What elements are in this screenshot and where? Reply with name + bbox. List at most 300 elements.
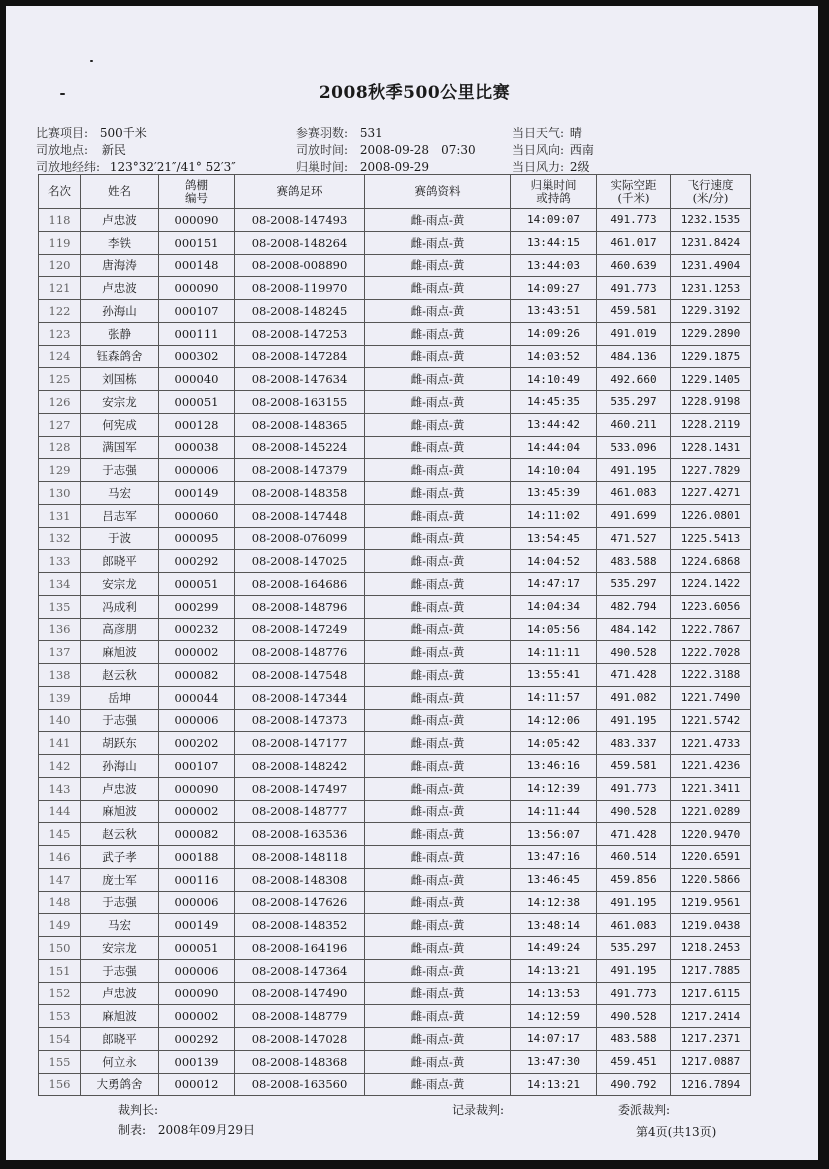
table-row <box>39 686 751 709</box>
distance-cell: 535.297 <box>597 573 671 596</box>
loft-no-cell: 000044 <box>159 686 235 709</box>
ring-cell: 08-2008-148796 <box>235 595 365 618</box>
table-row <box>39 1050 751 1073</box>
distance-cell: 483.337 <box>597 732 671 755</box>
return-time-cell: 14:05:56 <box>511 618 597 641</box>
speed-cell: 1229.3192 <box>671 300 751 323</box>
name-cell: 满国军 <box>81 436 159 459</box>
loft-no-cell: 000107 <box>159 300 235 323</box>
rank-cell: 152 <box>39 982 81 1005</box>
entries <box>296 124 383 141</box>
name-cell: 卢忠波 <box>81 777 159 800</box>
speed-cell: 1218.2453 <box>671 937 751 960</box>
ring-cell: 08-2008-147490 <box>235 982 365 1005</box>
rank-cell: 147 <box>39 868 81 891</box>
rank-cell: 119 <box>39 231 81 254</box>
name-cell: 于志强 <box>81 459 159 482</box>
distance-cell: 491.195 <box>597 891 671 914</box>
rank-cell: 123 <box>39 322 81 345</box>
loft-no-cell: 000006 <box>159 459 235 482</box>
loft-no-cell: 000090 <box>159 777 235 800</box>
return-time-cell: 14:12:06 <box>511 709 597 732</box>
speed-cell: 1221.4236 <box>671 755 751 778</box>
rank-cell: 137 <box>39 641 81 664</box>
loft-no-cell: 000292 <box>159 1028 235 1051</box>
rank-cell: 126 <box>39 391 81 414</box>
rank-cell: 150 <box>39 937 81 960</box>
table-row <box>39 755 751 778</box>
pigeon-info-cell: 雌-雨点-黄 <box>365 777 511 800</box>
pigeon-info-cell: 雌-雨点-黄 <box>365 413 511 436</box>
rank-cell: 130 <box>39 482 81 505</box>
name-cell: 张静 <box>81 322 159 345</box>
return-time-cell: 13:44:03 <box>511 254 597 277</box>
speed-cell: 1219.0438 <box>671 914 751 937</box>
name-cell: 于志强 <box>81 891 159 914</box>
rank-cell: 125 <box>39 368 81 391</box>
release-coords <box>36 158 236 175</box>
ring-cell: 08-2008-164686 <box>235 573 365 596</box>
return-time-cell: 14:03:52 <box>511 345 597 368</box>
loft-no-cell: 000038 <box>159 436 235 459</box>
return-time-cell: 13:44:15 <box>511 231 597 254</box>
name-cell: 李铁 <box>81 231 159 254</box>
return-time-cell: 14:12:59 <box>511 1005 597 1028</box>
loft-no-cell: 000148 <box>159 254 235 277</box>
distance-cell: 491.773 <box>597 982 671 1005</box>
name-cell: 何立永 <box>81 1050 159 1073</box>
name-cell: 郎晓平 <box>81 1028 159 1051</box>
name-cell: 卢忠波 <box>81 982 159 1005</box>
return-time-value: 2008-09-29 <box>359 160 430 174</box>
return-time <box>296 158 429 175</box>
ring-cell: 08-2008-147344 <box>235 686 365 709</box>
pigeon-info-cell: 雌-雨点-黄 <box>365 732 511 755</box>
return-time-cell: 13:43:51 <box>511 300 597 323</box>
name-cell: 于志强 <box>81 959 159 982</box>
rank-cell: 145 <box>39 823 81 846</box>
return-time-cell: 13:54:45 <box>511 527 597 550</box>
name-cell: 安宗龙 <box>81 937 159 960</box>
table-row <box>39 504 751 527</box>
speed-cell: 1220.5866 <box>671 868 751 891</box>
rank-cell: 144 <box>39 800 81 823</box>
prepared-label: 制表: <box>118 1123 147 1137</box>
loft-no-cell: 000006 <box>159 891 235 914</box>
ring-cell: 08-2008-147253 <box>235 322 365 345</box>
name-cell: 郎晓平 <box>81 550 159 573</box>
distance-cell: 490.528 <box>597 641 671 664</box>
return-time-cell: 14:11:44 <box>511 800 597 823</box>
table-row <box>39 459 751 482</box>
wind-force-value: 2级 <box>569 160 590 174</box>
loft-no-cell: 000006 <box>159 709 235 732</box>
table-row <box>39 300 751 323</box>
distance-cell: 461.083 <box>597 482 671 505</box>
table-row <box>39 1028 751 1051</box>
return-time-cell: 13:56:07 <box>511 823 597 846</box>
pigeon-info-cell: 雌-雨点-黄 <box>365 709 511 732</box>
ring-cell: 08-2008-148245 <box>235 300 365 323</box>
name-cell: 庞士军 <box>81 868 159 891</box>
rank-cell: 156 <box>39 1073 81 1096</box>
rank-cell: 128 <box>39 436 81 459</box>
return-time-label: 归巢时间: <box>296 160 349 174</box>
distance-cell: 490.792 <box>597 1073 671 1096</box>
distance-cell: 491.195 <box>597 959 671 982</box>
release-time-value: 2008-09-28 07:30 <box>359 143 476 157</box>
name-cell: 于波 <box>81 527 159 550</box>
distance-cell: 490.528 <box>597 1005 671 1028</box>
header-name: 姓名 <box>81 175 159 209</box>
table-row <box>39 413 751 436</box>
ring-cell: 08-2008-147028 <box>235 1028 365 1051</box>
pigeon-info-cell: 雌-雨点-黄 <box>365 1028 511 1051</box>
pigeon-info-cell: 雌-雨点-黄 <box>365 527 511 550</box>
table-row <box>39 527 751 550</box>
header-pigeon-info: 赛鸽资料 <box>365 175 511 209</box>
pigeon-info-cell: 雌-雨点-黄 <box>365 846 511 869</box>
weather <box>512 124 582 141</box>
return-time-cell: 14:12:38 <box>511 891 597 914</box>
dispatched-judge-label: 委派裁判: <box>618 1103 671 1117</box>
pigeon-info-cell: 雌-雨点-黄 <box>365 686 511 709</box>
ring-cell: 08-2008-147379 <box>235 459 365 482</box>
speed-cell: 1229.1875 <box>671 345 751 368</box>
loft-no-cell: 000128 <box>159 413 235 436</box>
distance-cell: 491.773 <box>597 209 671 232</box>
speed-cell: 1217.6115 <box>671 982 751 1005</box>
return-time-cell: 14:44:04 <box>511 436 597 459</box>
table-row <box>39 846 751 869</box>
rank-cell: 124 <box>39 345 81 368</box>
distance-cell: 483.588 <box>597 550 671 573</box>
prepared-date: 2008年09月29日 <box>157 1123 255 1137</box>
return-time-cell: 14:09:26 <box>511 322 597 345</box>
name-cell: 赵云秋 <box>81 823 159 846</box>
release-coords-label: 司放地经纬: <box>36 160 101 174</box>
name-cell: 孙海山 <box>81 755 159 778</box>
ring-cell: 08-2008-164196 <box>235 937 365 960</box>
return-time-cell: 14:04:34 <box>511 595 597 618</box>
return-time-cell: 14:11:57 <box>511 686 597 709</box>
ring-cell: 08-2008-147284 <box>235 345 365 368</box>
loft-no-cell: 000040 <box>159 368 235 391</box>
ring-cell: 08-2008-008890 <box>235 254 365 277</box>
wind-direction-value: 西南 <box>569 143 594 157</box>
speed-cell: 1220.6591 <box>671 846 751 869</box>
return-time-cell: 14:07:17 <box>511 1028 597 1051</box>
loft-no-cell: 000002 <box>159 641 235 664</box>
return-time-cell: 13:45:39 <box>511 482 597 505</box>
header-rank: 名次 <box>39 175 81 209</box>
name-cell: 吕志军 <box>81 504 159 527</box>
scan-speck <box>90 60 93 62</box>
distance-cell: 459.856 <box>597 868 671 891</box>
table-row <box>39 254 751 277</box>
entries-label: 参赛羽数: <box>296 126 349 140</box>
loft-no-cell: 000060 <box>159 504 235 527</box>
loft-no-cell: 000139 <box>159 1050 235 1073</box>
distance-cell: 535.297 <box>597 937 671 960</box>
return-time-cell: 14:05:42 <box>511 732 597 755</box>
release-place <box>36 141 126 158</box>
pigeon-info-cell: 雌-雨点-黄 <box>365 1005 511 1028</box>
pigeon-info-cell: 雌-雨点-黄 <box>365 277 511 300</box>
distance-cell: 533.096 <box>597 436 671 459</box>
return-time-cell: 13:47:30 <box>511 1050 597 1073</box>
name-cell: 刘国栋 <box>81 368 159 391</box>
speed-cell: 1219.9561 <box>671 891 751 914</box>
ring-cell: 08-2008-148368 <box>235 1050 365 1073</box>
speed-cell: 1227.4271 <box>671 482 751 505</box>
table-row <box>39 664 751 687</box>
return-time-cell: 13:44:42 <box>511 413 597 436</box>
rank-cell: 143 <box>39 777 81 800</box>
rank-cell: 141 <box>39 732 81 755</box>
table-row <box>39 868 751 891</box>
table-row <box>39 231 751 254</box>
rank-cell: 120 <box>39 254 81 277</box>
return-time-cell: 14:12:39 <box>511 777 597 800</box>
loft-no-cell: 000116 <box>159 868 235 891</box>
rank-cell: 154 <box>39 1028 81 1051</box>
distance-cell: 491.082 <box>597 686 671 709</box>
rank-cell: 132 <box>39 527 81 550</box>
loft-no-cell: 000188 <box>159 846 235 869</box>
name-cell: 卢忠波 <box>81 277 159 300</box>
release-time <box>296 141 476 158</box>
name-cell: 武子孝 <box>81 846 159 869</box>
loft-no-cell: 000095 <box>159 527 235 550</box>
distance-cell: 460.639 <box>597 254 671 277</box>
speed-cell: 1221.3411 <box>671 777 751 800</box>
speed-cell: 1232.1535 <box>671 209 751 232</box>
return-time-cell: 13:46:45 <box>511 868 597 891</box>
pigeon-info-cell: 雌-雨点-黄 <box>365 209 511 232</box>
name-cell: 麻旭波 <box>81 800 159 823</box>
speed-cell: 1228.9198 <box>671 391 751 414</box>
speed-cell: 1227.7829 <box>671 459 751 482</box>
distance-cell: 482.794 <box>597 595 671 618</box>
distance-cell: 491.195 <box>597 709 671 732</box>
return-time-cell: 14:04:52 <box>511 550 597 573</box>
return-time-cell: 14:09:27 <box>511 277 597 300</box>
table-body <box>39 209 751 1096</box>
ring-cell: 08-2008-147373 <box>235 709 365 732</box>
loft-no-cell: 000051 <box>159 391 235 414</box>
speed-cell: 1231.1253 <box>671 277 751 300</box>
loft-no-cell: 000006 <box>159 959 235 982</box>
weather-value: 晴 <box>569 126 582 140</box>
name-cell: 马宏 <box>81 914 159 937</box>
name-cell: 卢忠波 <box>81 209 159 232</box>
ring-cell: 08-2008-147364 <box>235 959 365 982</box>
table-row <box>39 937 751 960</box>
speed-cell: 1220.9470 <box>671 823 751 846</box>
wind-force-label: 当日风力: <box>512 160 565 174</box>
pigeon-info-cell: 雌-雨点-黄 <box>365 914 511 937</box>
release-place-label: 司放地点: <box>36 143 89 157</box>
table-row <box>39 391 751 414</box>
table-row <box>39 345 751 368</box>
name-cell: 何宪成 <box>81 413 159 436</box>
speed-cell: 1222.7028 <box>671 641 751 664</box>
header-return-time: 归巢时间 或持鸽 <box>511 175 597 209</box>
ring-cell: 08-2008-163536 <box>235 823 365 846</box>
ring-cell: 08-2008-147497 <box>235 777 365 800</box>
pigeon-info-cell: 雌-雨点-黄 <box>365 755 511 778</box>
table-row <box>39 550 751 573</box>
name-cell: 赵云秋 <box>81 664 159 687</box>
pigeon-info-cell: 雌-雨点-黄 <box>365 368 511 391</box>
distance-cell: 491.699 <box>597 504 671 527</box>
distance-cell: 461.017 <box>597 231 671 254</box>
ring-cell: 08-2008-148264 <box>235 231 365 254</box>
speed-cell: 1217.2371 <box>671 1028 751 1051</box>
table-row <box>39 709 751 732</box>
distance-cell: 459.581 <box>597 755 671 778</box>
return-time-cell: 14:13:53 <box>511 982 597 1005</box>
wind-direction <box>512 141 594 158</box>
ring-cell: 08-2008-147634 <box>235 368 365 391</box>
distance-cell: 491.019 <box>597 322 671 345</box>
pigeon-info-cell: 雌-雨点-黄 <box>365 937 511 960</box>
return-time-cell: 13:55:41 <box>511 664 597 687</box>
wind-direction-label: 当日风向: <box>512 143 565 157</box>
loft-no-cell: 000151 <box>159 231 235 254</box>
rank-cell: 149 <box>39 914 81 937</box>
name-cell: 安宗龙 <box>81 573 159 596</box>
results-table <box>38 174 751 1096</box>
speed-cell: 1231.4904 <box>671 254 751 277</box>
speed-cell: 1225.5413 <box>671 527 751 550</box>
rank-cell: 121 <box>39 277 81 300</box>
loft-no-cell: 000302 <box>159 345 235 368</box>
distance-cell: 483.588 <box>597 1028 671 1051</box>
table-row <box>39 823 751 846</box>
race-item-value: 500千米 <box>99 126 147 140</box>
ring-cell: 08-2008-147025 <box>235 550 365 573</box>
ring-cell: 08-2008-147548 <box>235 664 365 687</box>
header-distance: 实际空距 (千米) <box>597 175 671 209</box>
release-time-label: 司放时间: <box>296 143 349 157</box>
name-cell: 于志强 <box>81 709 159 732</box>
loft-no-cell: 000082 <box>159 664 235 687</box>
ring-cell: 08-2008-147493 <box>235 209 365 232</box>
speed-cell: 1222.3188 <box>671 664 751 687</box>
table-row <box>39 209 751 232</box>
ring-cell: 08-2008-148358 <box>235 482 365 505</box>
name-cell: 高彦朋 <box>81 618 159 641</box>
wind-force <box>512 158 590 175</box>
pigeon-info-cell: 雌-雨点-黄 <box>365 823 511 846</box>
rank-cell: 129 <box>39 459 81 482</box>
table-row <box>39 322 751 345</box>
return-time-cell: 14:45:35 <box>511 391 597 414</box>
speed-cell: 1217.2414 <box>671 1005 751 1028</box>
ring-cell: 08-2008-145224 <box>235 436 365 459</box>
return-time-cell: 14:10:04 <box>511 459 597 482</box>
rank-cell: 148 <box>39 891 81 914</box>
rank-cell: 135 <box>39 595 81 618</box>
speed-cell: 1216.7894 <box>671 1073 751 1096</box>
rank-cell: 153 <box>39 1005 81 1028</box>
loft-no-cell: 000002 <box>159 1005 235 1028</box>
loft-no-cell: 000149 <box>159 914 235 937</box>
distance-cell: 535.297 <box>597 391 671 414</box>
table-row <box>39 1073 751 1096</box>
pigeon-info-cell: 雌-雨点-黄 <box>365 573 511 596</box>
chief-judge-label: 裁判长: <box>118 1103 159 1117</box>
loft-no-cell: 000002 <box>159 800 235 823</box>
pigeon-info-cell: 雌-雨点-黄 <box>365 300 511 323</box>
pigeon-info-cell: 雌-雨点-黄 <box>365 618 511 641</box>
name-cell: 大勇鸽舍 <box>81 1073 159 1096</box>
rank-cell: 134 <box>39 573 81 596</box>
header-loft-no: 鸽棚 编号 <box>159 175 235 209</box>
race-item-label: 比赛项目: <box>36 126 89 140</box>
ring-cell: 08-2008-147249 <box>235 618 365 641</box>
name-cell: 唐海涛 <box>81 254 159 277</box>
ring-cell: 08-2008-148779 <box>235 1005 365 1028</box>
speed-cell: 1222.7867 <box>671 618 751 641</box>
table-row <box>39 595 751 618</box>
return-time-cell: 14:13:21 <box>511 1073 597 1096</box>
header-speed: 飞行速度 (米/分) <box>671 175 751 209</box>
return-time-cell: 14:47:17 <box>511 573 597 596</box>
speed-cell: 1228.1431 <box>671 436 751 459</box>
table-row <box>39 800 751 823</box>
release-coords-value: 123°32′21″/41° 52′3″ <box>109 160 236 174</box>
weather-label: 当日天气: <box>512 126 565 140</box>
speed-cell: 1228.2119 <box>671 413 751 436</box>
ring-cell: 08-2008-163155 <box>235 391 365 414</box>
loft-no-cell: 000051 <box>159 573 235 596</box>
speed-cell: 1221.7490 <box>671 686 751 709</box>
distance-cell: 491.195 <box>597 459 671 482</box>
loft-no-cell: 000090 <box>159 982 235 1005</box>
name-cell: 胡跃东 <box>81 732 159 755</box>
name-cell: 孙海山 <box>81 300 159 323</box>
rank-cell: 133 <box>39 550 81 573</box>
return-time-cell: 14:11:11 <box>511 641 597 664</box>
loft-no-cell: 000299 <box>159 595 235 618</box>
pigeon-info-cell: 雌-雨点-黄 <box>365 254 511 277</box>
distance-cell: 471.428 <box>597 823 671 846</box>
distance-cell: 461.083 <box>597 914 671 937</box>
name-cell: 钰森鸽舍 <box>81 345 159 368</box>
speed-cell: 1229.1405 <box>671 368 751 391</box>
table-row <box>39 1005 751 1028</box>
return-time-cell: 13:46:16 <box>511 755 597 778</box>
name-cell: 麻旭波 <box>81 1005 159 1028</box>
table-row <box>39 618 751 641</box>
return-time-cell: 14:13:21 <box>511 959 597 982</box>
rank-cell: 146 <box>39 846 81 869</box>
pigeon-info-cell: 雌-雨点-黄 <box>365 459 511 482</box>
prepared-by <box>118 1121 255 1138</box>
pigeon-info-cell: 雌-雨点-黄 <box>365 595 511 618</box>
loft-no-cell: 000202 <box>159 732 235 755</box>
speed-cell: 1217.0887 <box>671 1050 751 1073</box>
ring-cell: 08-2008-148777 <box>235 800 365 823</box>
ring-cell: 08-2008-147177 <box>235 732 365 755</box>
table-row <box>39 959 751 982</box>
rank-cell: 122 <box>39 300 81 323</box>
pigeon-info-cell: 雌-雨点-黄 <box>365 641 511 664</box>
rank-cell: 127 <box>39 413 81 436</box>
